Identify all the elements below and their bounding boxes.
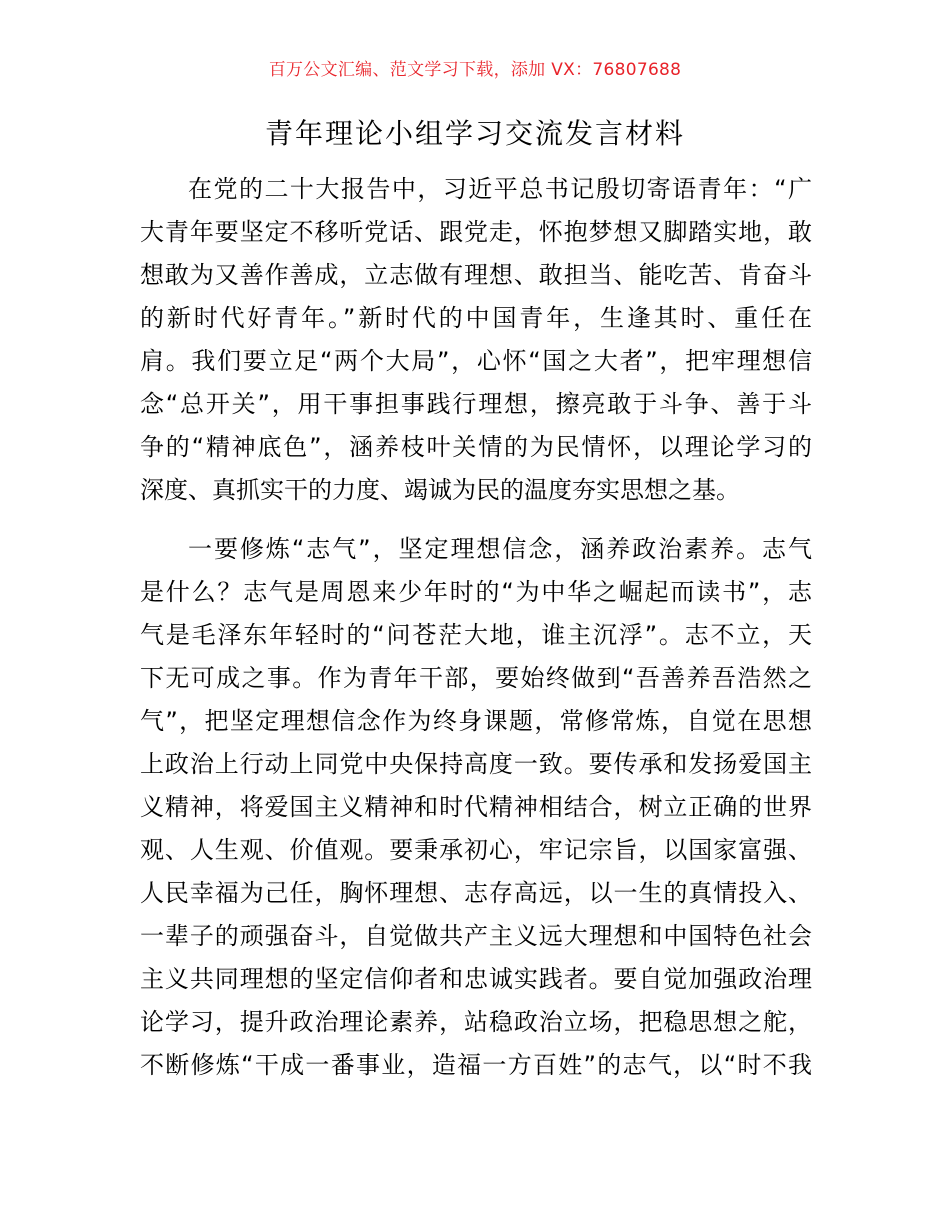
paragraph-line: 气是毛泽东年轻时的“问苍茫大地，谁主沉浮”。志不立，天 (140, 621, 812, 649)
paragraph-line: 不断修炼“干成一番事业，造福一方百姓”的志气，以“时不我 (140, 1051, 812, 1079)
paragraph-line: 人民幸福为己任，胸怀理想、志存高远，以一生的真情投入、 (140, 879, 812, 907)
paragraph-2 (140, 528, 812, 1087)
paragraph-line: 一辈子的顽强奋斗，自觉做共产主义远大理想和中国特色社会 (140, 922, 812, 950)
paragraph-line: 大青年要坚定不移听党话、跟党走，怀抱梦想又脚踏实地，敢 (140, 218, 812, 246)
paragraph-line: 上政治上行动上同党中央保持高度一致。要传承和发扬爱国主 (140, 750, 812, 778)
page-title: 青年理论小组学习交流发言材料 (264, 117, 685, 150)
paragraph-line: 深度、真抓实干的力度、竭诚为民的温度夯实思想之基。 (140, 476, 740, 504)
paragraph-line: 想敢为又善作善成，立志做有理想、敢担当、能吃苦、肯奋斗 (140, 261, 812, 289)
paragraph-line: 观、人生观、价值观。要秉承初心，牢记宗旨，以国家富强、 (140, 836, 812, 864)
paragraph-line: 念“总开关”，用干事担事践行理想，擦亮敢于斗争、善于斗 (140, 390, 812, 418)
paragraph-line: 在党的二十大报告中，习近平总书记殷切寄语青年：“广 (188, 175, 812, 203)
paragraph-line: 主义共同理想的坚定信仰者和忠诚实践者。要自觉加强政治理 (140, 965, 812, 993)
paragraph-line: 义精神，将爱国主义精神和时代精神相结合，树立正确的世界 (140, 793, 812, 821)
paragraph-line: 争的“精神底色”，涵养枝叶关情的为民情怀，以理论学习的 (140, 433, 812, 461)
header-contact-note: 百万公文汇编、范文学习下载，添加 VX：76807688 (268, 60, 682, 80)
paragraph-line: 的新时代好青年。”新时代的中国青年，生逢其时、重任在 (140, 304, 812, 332)
paragraph-1 (140, 168, 812, 512)
paragraph-line: 下无可成之事。作为青年干部，要始终做到“吾善养吾浩然之 (140, 664, 812, 692)
paragraph-line: 是什么？志气是周恩来少年时的“为中华之崛起而读书”，志 (140, 578, 812, 606)
paragraph-line: 气”，把坚定理想信念作为终身课题，常修常炼，自觉在思想 (140, 707, 812, 735)
paragraph-line: 一要修炼“志气”，坚定理想信念，涵养政治素养。志气 (188, 535, 812, 563)
paragraph-line: 肩。我们要立足“两个大局”，心怀“国之大者”，把牢理想信 (140, 347, 812, 375)
paragraph-line: 论学习，提升政治理论素养，站稳政治立场，把稳思想之舵， (140, 1008, 812, 1036)
